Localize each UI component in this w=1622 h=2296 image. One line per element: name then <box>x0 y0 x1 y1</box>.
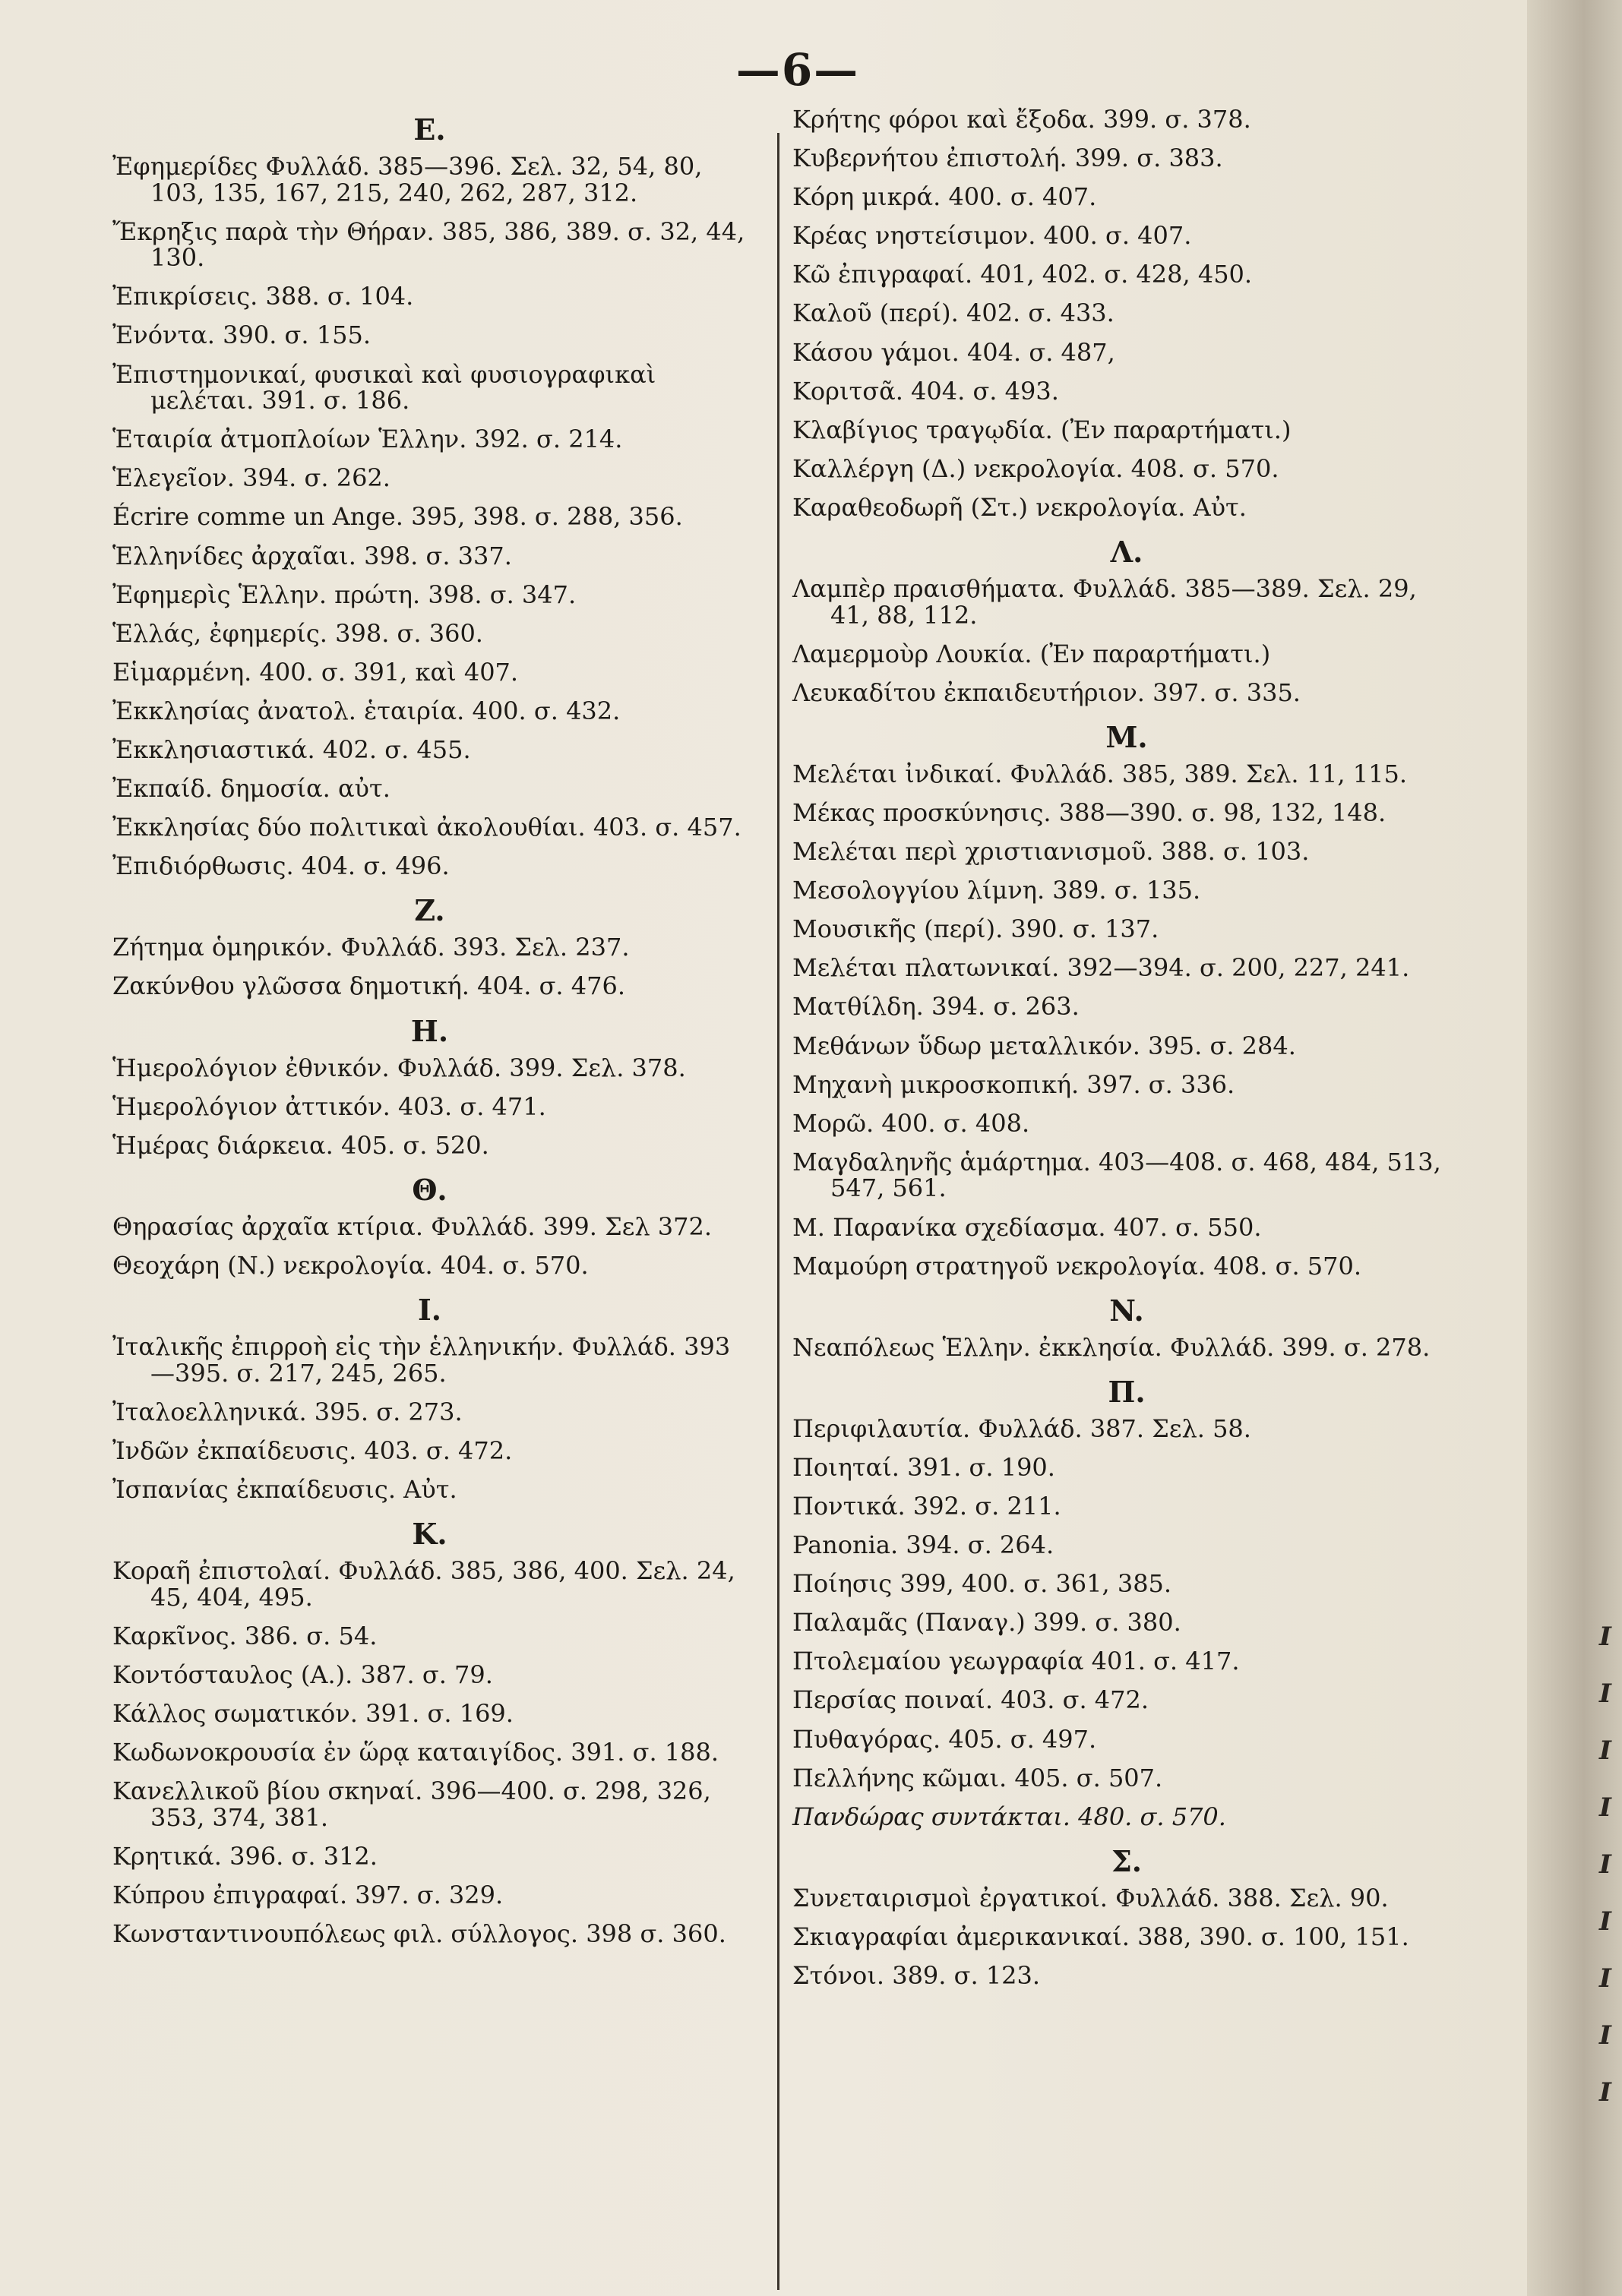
index-entry: Μεσολογγίου λίμνη. 389. σ. 135. <box>792 876 1201 905</box>
index-entry: Συνεταιρισμοὶ ἐργατικοί. Φυλλάδ. 388. Σελ. 90. <box>792 1883 1389 1912</box>
index-entry: Panonia. 394. σ. 264. <box>792 1530 1054 1560</box>
index-entry: Κοριτσᾶ. 404. σ. 493. <box>792 376 1059 406</box>
index-entry: Ἔκρηξις παρὰ τὴν Θήραν. 385, 386, 389. σ. 32, 44, 130. <box>112 216 745 273</box>
index-entry: Κόρη μικρά. 400. σ. 407. <box>792 182 1097 212</box>
edge-mark: I <box>1599 1679 1611 1709</box>
section-letter: Σ. <box>1111 1843 1143 1878</box>
index-entry: Ἡμερολόγιον ἐθνικόν. Φυλλάδ. 399. Σελ. 378. <box>112 1053 686 1082</box>
index-entry: Ἐπικρίσεις. 388. σ. 104. <box>112 282 414 311</box>
index-entry: Στόνοι. 389. σ. 123. <box>792 1961 1041 1991</box>
index-entry: Ποιηταί. 391. σ. 190. <box>792 1452 1055 1482</box>
index-entry: Μαγδαληνῆς ἁμάρτημα. 403—408. σ. 468, 484, 513, 547, 561. <box>792 1147 1441 1203</box>
index-entry: Κοραῆ ἐπιστολαί. Φυλλάδ. 385, 386, 400. Σελ. 24, 45, 404, 495. <box>112 1556 735 1612</box>
index-entry: Θεοχάρη (Ν.) νεκρολογία. 404. σ. 570. <box>112 1250 589 1280</box>
edge-mark: I <box>1599 1849 1611 1880</box>
index-entry: Ματθίλδη. 394. σ. 263. <box>792 992 1080 1022</box>
index-entry: Μέκας προσκύνησις. 388—390. σ. 98, 132, 148. <box>792 798 1386 827</box>
index-entry: Κλαβίγιος τραγῳδία. (Ἐν παραρτήματι.) <box>792 415 1292 444</box>
index-entry: Περιφιλαυτία. Φυλλάδ. 387. Σελ. 58. <box>792 1413 1251 1443</box>
index-entry: Μελέται ἰνδικαί. Φυλλάδ. 385, 389. Σελ. 11, 115. <box>792 759 1407 788</box>
index-entry: Πυθαγόρας. 405. σ. 497. <box>792 1724 1097 1754</box>
index-entry: Κρέας νηστείσιμον. 400. σ. 407. <box>792 221 1192 251</box>
edge-mark: I <box>1599 1906 1611 1937</box>
index-entry: Λευκαδίτου ἐκπαιδευτήριον. 397. σ. 335. <box>792 677 1301 707</box>
index-entry: Λαμπὲρ πραισθήματα. Φυλλάδ. 385—389. Σελ. 29, 41, 88, 112. <box>792 574 1417 630</box>
edge-mark: I <box>1599 1792 1611 1823</box>
index-entry: Ἑλεγεῖον. 394. σ. 262. <box>112 463 390 493</box>
index-entry: Καλλέργη (Δ.) νεκρολογία. 408. σ. 570. <box>792 453 1279 483</box>
index-entry: Ποίησις 399, 400. σ. 361, 385. <box>792 1569 1172 1599</box>
page-number: —6— <box>735 44 860 96</box>
index-entry: Μουσικῆς (περί). 390. σ. 137. <box>792 914 1159 944</box>
index-entry: Μ. Παρανίκα σχεδίασμα. 407. σ. 550. <box>792 1212 1262 1242</box>
index-column-right <box>792 106 1461 2001</box>
index-entry: Κοντόσταυλος (Α.). 387. σ. 79. <box>112 1660 493 1689</box>
index-entry: Ἐπιστημονικαί, φυσικαὶ καὶ φυσιογραφικαὶ μελέται. 391. σ. 186. <box>112 359 656 415</box>
index-entry: Μαμούρη στρατηγοῦ νεκρολογία. 408. σ. 570. <box>792 1251 1362 1281</box>
section-letter: Λ. <box>1110 535 1143 570</box>
section-letter: H. <box>410 1013 449 1048</box>
edge-mark: I <box>1599 1622 1611 1652</box>
index-entry: Ἡμερολόγιον ἀττικόν. 403. σ. 471. <box>112 1091 546 1121</box>
index-entry: Σκιαγραφίαι ἀμερικανικαί. 388, 390. σ. 100, 151. <box>792 1922 1409 1951</box>
index-entry: Νεαπόλεως Ἑλλην. ἐκκλησία. Φυλλάδ. 399. σ. 278. <box>792 1332 1431 1362</box>
index-entry: Ἐκκλησίας ἀνατολ. ἑταιρία. 400. σ. 432. <box>112 696 621 725</box>
adjacent-page-edge <box>1527 0 1622 2296</box>
index-entry: Καλοῦ (περί). 402. σ. 433. <box>792 298 1115 328</box>
column-divider <box>777 133 779 2290</box>
index-entry: Ζήτημα ὁμηρικόν. Φυλλάδ. 393. Σελ. 237. <box>112 933 630 962</box>
section-letter: K. <box>412 1517 447 1551</box>
index-entry: Μελέται περὶ χριστιανισμοῦ. 388. σ. 103. <box>792 837 1310 867</box>
section-letter: Z. <box>414 893 445 928</box>
index-entry: Κωδωνοκρουσία ἐν ὥρᾳ καταιγίδος. 391. σ. 188. <box>112 1737 719 1767</box>
index-entry: Εἱμαρμένη. 400. σ. 391, καὶ 407. <box>112 657 519 687</box>
index-entry: Πανδώρας συντάκται. 480. σ. 570. <box>792 1802 1226 1831</box>
index-entry: Κανελλικοῦ βίου σκηναί. 396—400. σ. 298, 326, 353, 374, 381. <box>112 1776 711 1832</box>
index-entry: Μεθάνων ὕδωρ μεταλλικόν. 395. σ. 284. <box>792 1031 1296 1060</box>
index-entry: Ἐπιδιόρθωσις. 404. σ. 496. <box>112 851 450 881</box>
edge-mark: I <box>1599 1963 1611 1994</box>
index-entry: Κάσου γάμοι. 404. σ. 487, <box>792 337 1115 367</box>
index-entry: Κρητικά. 396. σ. 312. <box>112 1841 378 1871</box>
index-entry: Κῶ ἐπιγραφαί. 401, 402. σ. 428, 450. <box>792 260 1253 289</box>
section-letter: E. <box>413 112 446 147</box>
section-letter: N. <box>1109 1293 1144 1328</box>
index-entry: Παλαμᾶς (Παναγ.) 399. σ. 380. <box>792 1608 1181 1638</box>
index-entry: Ἐφημερὶς Ἑλλην. πρώτη. 398. σ. 347. <box>112 580 577 609</box>
index-entry: Κύπρου ἐπιγραφαί. 397. σ. 329. <box>112 1880 504 1909</box>
index-entry: Écrire comme un Ange. 395, 398. σ. 288, 356. <box>112 502 683 532</box>
index-entry: Ἐφημερίδες Φυλλάδ. 385—396. Σελ. 32, 54, 80, 103, 135, 167, 215, 240, 262, 287, 312. <box>112 152 703 207</box>
section-letter: Θ. <box>412 1172 447 1207</box>
index-entry: Ἡμέρας διάρκεια. 405. σ. 520. <box>112 1130 489 1160</box>
section-letter: M. <box>1105 719 1148 754</box>
index-entry: Μηχανὴ μικροσκοπική. 397. σ. 336. <box>792 1069 1235 1099</box>
index-entry: Περσίας ποιναί. 403. σ. 472. <box>792 1685 1149 1715</box>
edge-mark: I <box>1599 2020 1611 2051</box>
index-entry: Κρήτης φόροι καὶ ἔξοδα. 399. σ. 378. <box>792 105 1251 134</box>
index-column-left <box>112 106 747 1960</box>
section-letter: Π. <box>1108 1374 1146 1409</box>
index-entry: Ἐκκλησιαστικά. 402. σ. 455. <box>112 735 471 764</box>
index-entry: Ἰταλοελληνικά. 395. σ. 273. <box>112 1397 463 1426</box>
index-entry: Ἐκπαίδ. δημοσία. αὐτ. <box>112 774 390 804</box>
index-entry: Ἐνόντα. 390. σ. 155. <box>112 321 371 350</box>
index-entry: Θηρασίας ἀρχαῖα κτίρια. Φυλλάδ. 399. Σελ 372. <box>112 1211 713 1241</box>
index-entry: Μορῶ. 400. σ. 408. <box>792 1108 1030 1138</box>
index-entry: Πτολεμαίου γεωγραφία 401. σ. 417. <box>792 1647 1240 1676</box>
index-entry: Μελέται πλατωνικαί. 392—394. σ. 200, 227, 241. <box>792 953 1410 983</box>
index-entry: Ἑλληνίδες ἀρχαῖαι. 398. σ. 337. <box>112 541 512 570</box>
index-entry: Ἑλλάς, ἐφημερίς. 398. σ. 360. <box>112 618 483 648</box>
index-entry: Κωνσταντινουπόλεως φιλ. σύλλογος. 398 σ. 360. <box>112 1919 726 1948</box>
index-entry: Ποντικά. 392. σ. 211. <box>792 1492 1061 1521</box>
index-entry: Καρκῖνος. 386. σ. 54. <box>112 1621 378 1650</box>
index-entry: Ἰταλικῆς ἐπιρροὴ εἰς τὴν ἑλληνικήν. Φυλλάδ. 393 —395. σ. 217, 245, 265. <box>112 1332 731 1388</box>
section-letter: I. <box>417 1293 441 1328</box>
index-entry: Καραθεοδωρῆ (Στ.) νεκρολογία. Αὐτ. <box>792 492 1247 522</box>
index-entry: Ἐκκλησίας δύο πολιτικαὶ ἀκολουθίαι. 403. σ. 457. <box>112 813 741 842</box>
edge-mark: I <box>1599 1735 1611 1766</box>
index-entry: Ζακύνθου γλῶσσα δημοτική. 404. σ. 476. <box>112 971 625 1001</box>
index-entry: Ἰσπανίας ἐκπαίδευσις. Αὐτ. <box>112 1474 457 1504</box>
index-entry: Πελλήνης κῶμαι. 405. σ. 507. <box>792 1763 1163 1792</box>
index-entry: Λαμερμοὺρ Λουκία. (Ἐν παραρτήματι.) <box>792 639 1271 668</box>
index-entry: Ἰνδῶν ἐκπαίδευσις. 403. σ. 472. <box>112 1435 513 1465</box>
index-entry: Κυβερνήτου ἐπιστολή. 399. σ. 383. <box>792 144 1223 173</box>
index-entry: Κάλλος σωματικόν. 391. σ. 169. <box>112 1698 514 1728</box>
edge-mark: I <box>1599 2077 1611 2108</box>
index-entry: Ἑταιρία ἀτμοπλοίων Ἑλλην. 392. σ. 214. <box>112 425 623 454</box>
